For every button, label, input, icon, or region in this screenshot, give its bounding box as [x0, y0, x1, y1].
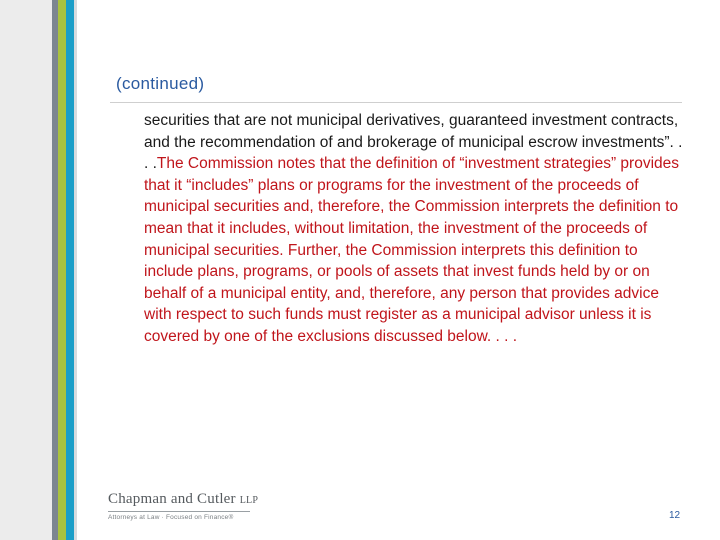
left-stripe-pale	[74, 0, 77, 540]
page-number: 12	[669, 510, 681, 521]
firm-logo	[108, 491, 258, 521]
left-stripe-blue	[66, 0, 74, 540]
logo-divider	[108, 511, 250, 512]
heading-divider	[110, 102, 682, 103]
body-text-black: securities that are not municipal derivatives, guaranteed investment contracts, and the recommendation of and brokerage of municipal escrow investments”. . . .	[144, 112, 683, 173]
logo-name-suffix: LLP	[239, 495, 259, 506]
logo-name-main: Chapman and Cutler	[108, 491, 240, 507]
body-paragraph	[144, 110, 689, 348]
left-stripe-light	[0, 0, 52, 540]
logo-tagline: Attorneys at Law · Focused on Finance®	[108, 514, 234, 521]
body-text-red: The Commission notes that the definition of “investment strategies” provides that it “includes” plans or programs for the investment of the proceeds of municipal securities and, therefore, the Commission interprets the definition to mean that it includes, without limitation, the investment of the proceeds of municipal securities. Further, the Commission interprets this definition to include plans, programs, or pools of assets that invest funds held by or on behalf of a municipal entity, and, therefore, any person that provides advice with respect to such funds must register as a municipal advisor unless it is covered by one of the exclusions discussed below. . . .	[144, 155, 680, 345]
slide-heading: (continued)	[116, 74, 205, 93]
logo-name	[108, 491, 258, 508]
left-stripe-green	[58, 0, 66, 540]
